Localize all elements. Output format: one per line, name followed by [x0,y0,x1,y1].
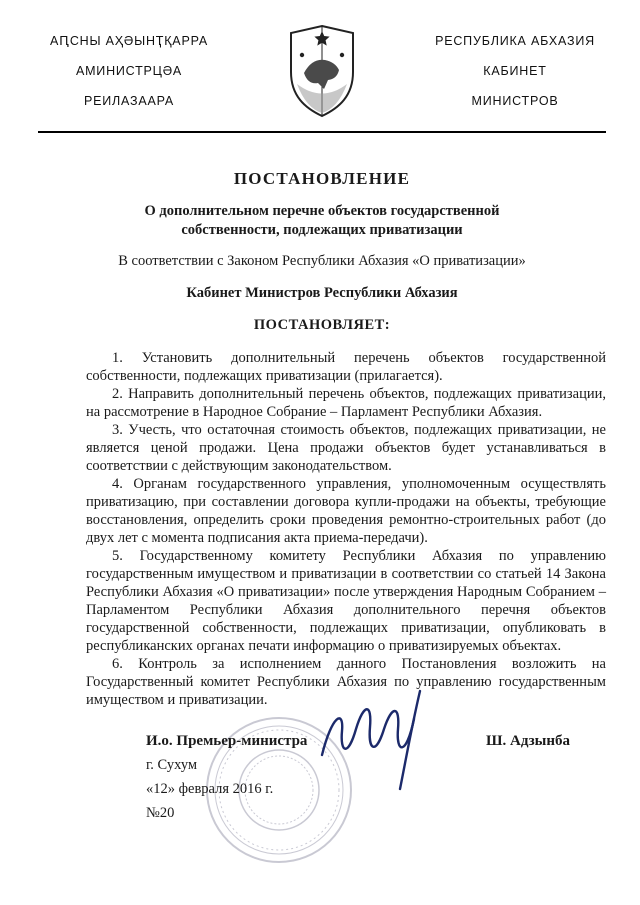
paragraph-2: 2. Направить дополнительный перечень объектов, подлежащих приватизации, на рассмотрение в Народное Собрание – Парламент Республики Абхазия. [86,386,606,420]
signatory-role: И.о. Премьер-министра [146,733,308,749]
decree-body [86,349,606,709]
header-divider [38,131,606,133]
header-russian-line-3: МИНИСТРОВ [471,94,559,108]
paragraph-1: 1. Установить дополнительный перечень объектов государственной собственности, подлежащих приватизации (прилагается). [86,350,606,384]
header-abkhaz-line-3: РЕИЛАЗААРА [83,94,175,108]
paragraph-6: 6. Контроль за исполнением данного Постановления возложить на Государственный комитет Республики Абхазия по управлению государственным имуществом и приватизации. [86,656,606,708]
coat-of-arms-icon [287,24,357,118]
decree-word: ПОСТАНОВЛЯЕТ: [253,317,391,333]
paragraph-5: 5. Государственному комитету Республики Абхазия по управлению государственным имуществом и приватизации в соответствии со статьей 14 Закона Республики Абхазия «О приватизации» после утверждения Народным Собранием – Парламентом Республики Абхазия дополнительного перечня объектов государственной собственности, подлежащих приватизации, опубликовать в республиканских органах печати информацию о приватизируемых объектах. [86,548,606,654]
signatory-name: Ш. Адзынба [486,733,570,749]
signature-city: г. Сухум [146,757,198,773]
handwritten-signature-icon [314,685,464,800]
header-abkhaz-line-1: АԤСНЫ АҲӘЫНҬҚАРРА [49,34,209,48]
intro-line: В соответствии с Законом Республики Абхазия «О приватизации» [118,253,526,269]
issuer-line: Кабинет Министров Республики Абхазия [186,285,458,301]
document-title: ПОСТАНОВЛЕНИЕ [233,169,411,188]
header-russian-line-2: КАБИНЕТ [483,64,547,78]
header-abkhaz-block [38,26,220,116]
header-russian-block [424,26,606,116]
header-abkhaz-line-2: АМИНИСТРЦӘА [75,64,183,78]
signature-date: «12» февраля 2016 г. [146,781,274,797]
document-subtitle: О дополнительном перечне объектов государственной собственности, подлежащих приватизации [144,203,500,238]
document-number: №20 [146,805,175,821]
header-russian-line-1: РЕСПУБЛИКА АБХАЗИЯ [435,34,595,48]
document-header [38,26,606,118]
paragraph-4: 4. Органам государственного управления, уполномоченным осуществлять приватизацию, при составлении договора купли-продажи на объекты, требующие восстановления, определить сроки проведения ремонтно-строительных работ (до двух лет с момента подписания акта приема-передачи). [86,476,606,546]
paragraph-3: 3. Учесть, что остаточная стоимость объектов, подлежащих приватизации, не является ценой продажи. Цена продажи объектов будет устанавливаться в соответствии с действующим законодательством. [86,422,606,474]
signature-block [146,733,570,822]
